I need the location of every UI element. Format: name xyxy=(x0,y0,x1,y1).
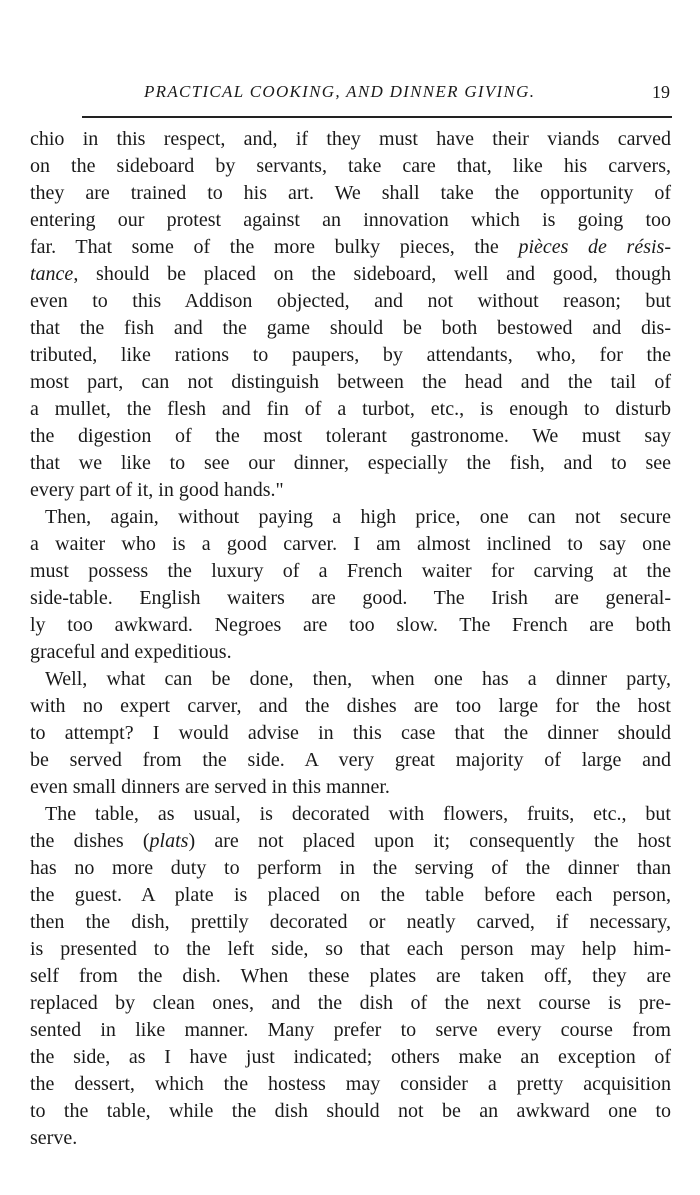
text-segment: the dessert, which the hostess may consider a pretty acquisition xyxy=(30,1073,671,1095)
italic-text: tance xyxy=(30,263,74,285)
text-segment: then the dish, prettily decorated or neatly carved, if necessary, xyxy=(30,911,671,933)
body-text xyxy=(30,126,671,1152)
header-rule xyxy=(82,116,672,118)
text-line xyxy=(30,990,671,1017)
text-line xyxy=(30,666,671,693)
text-line xyxy=(30,315,671,342)
text-line xyxy=(30,342,671,369)
text-line xyxy=(30,936,671,963)
text-segment: entering our protest against an innovation which is going too xyxy=(30,209,671,231)
text-line xyxy=(30,234,671,261)
text-segment: graceful and expeditious. xyxy=(30,641,232,663)
text-line xyxy=(30,126,671,153)
text-line xyxy=(30,1098,671,1125)
text-line xyxy=(30,585,671,612)
page-number: 19 xyxy=(652,82,670,102)
text-line xyxy=(30,801,671,828)
text-line xyxy=(30,558,671,585)
text-segment: Well, what can be done, then, when one has a dinner party, xyxy=(45,668,671,690)
text-line xyxy=(30,855,671,882)
text-line xyxy=(30,261,671,288)
text-segment: a mullet, the flesh and fin of a turbot, etc., is enough to disturb xyxy=(30,398,671,420)
text-line xyxy=(30,369,671,396)
text-segment: with no expert carver, and the dishes are too large for the host xyxy=(30,695,671,717)
text-segment: on the sideboard by servants, take care that, like his carvers, xyxy=(30,155,671,177)
text-segment: even small dinners are served in this manner. xyxy=(30,776,390,798)
italic-text: pièces de résis- xyxy=(518,236,671,258)
text-line xyxy=(30,747,671,774)
text-line xyxy=(30,639,671,666)
text-segment: that the fish and the game should be both bestowed and dis- xyxy=(30,317,671,339)
text-line xyxy=(30,450,671,477)
text-segment: to attempt? I would advise in this case that the dinner should xyxy=(30,722,671,744)
text-segment: most part, can not distinguish between the head and the tail of xyxy=(30,371,671,393)
text-line xyxy=(30,612,671,639)
text-segment: Then, again, without paying a high price, one can not secure xyxy=(45,506,671,528)
text-line xyxy=(30,396,671,423)
text-segment: far. That some of the more bulky pieces, the xyxy=(30,236,519,258)
text-segment: side-table. English waiters are good. The Irish are general- xyxy=(30,587,671,609)
text-line xyxy=(30,1044,671,1071)
text-segment: serve. xyxy=(30,1127,78,1149)
text-line xyxy=(30,1017,671,1044)
text-segment: must possess the luxury of a French waiter for carving at the xyxy=(30,560,671,582)
text-line xyxy=(30,477,671,504)
text-line xyxy=(30,531,671,558)
text-line xyxy=(30,882,671,909)
text-line xyxy=(30,720,671,747)
text-line xyxy=(30,180,671,207)
running-header xyxy=(80,82,672,108)
text-line xyxy=(30,963,671,990)
text-segment: ) are not placed upon it; consequently the host xyxy=(188,830,672,852)
text-segment: even to this Addison objected, and not without reason; but xyxy=(30,290,671,312)
text-segment: the dishes ( xyxy=(30,830,150,852)
italic-text: plats xyxy=(149,830,189,852)
text-line xyxy=(30,288,671,315)
text-segment: sented in like manner. Many prefer to serve every course from xyxy=(30,1019,671,1041)
text-segment: the guest. A plate is placed on the table before each person, xyxy=(30,884,671,906)
text-segment: has no more duty to perform in the serving of the dinner than xyxy=(30,857,671,879)
text-line xyxy=(30,207,671,234)
text-line xyxy=(30,153,671,180)
running-title: PRACTICAL COOKING, AND DINNER GIVING. xyxy=(144,82,536,101)
text-line xyxy=(30,774,671,801)
text-segment: is presented to the left side, so that each person may help him- xyxy=(30,938,671,960)
text-segment: the side, as I have just indicated; others make an exception of xyxy=(30,1046,671,1068)
text-segment: self from the dish. When these plates are taken off, they are xyxy=(30,965,671,987)
text-segment: a waiter who is a good carver. I am almost inclined to say one xyxy=(30,533,671,555)
text-segment: be served from the side. A very great majority of large and xyxy=(30,749,671,771)
text-segment: ly too awkward. Negroes are too slow. The French are both xyxy=(30,614,671,636)
text-segment: that we like to see our dinner, especially the fish, and to see xyxy=(30,452,671,474)
text-line xyxy=(30,693,671,720)
text-segment: they are trained to his art. We shall take the opportunity of xyxy=(30,182,671,204)
text-segment: , should be placed on the sideboard, well and good, though xyxy=(73,263,671,285)
text-line xyxy=(30,504,671,531)
text-line xyxy=(30,828,671,855)
text-segment: chio in this respect, and, if they must have their viands carved xyxy=(30,128,671,150)
text-segment: replaced by clean ones, and the dish of the next course is pre- xyxy=(30,992,671,1014)
text-segment: tributed, like rations to paupers, by attendants, who, for the xyxy=(30,344,671,366)
text-segment: to the table, while the dish should not be an awkward one to xyxy=(30,1100,671,1122)
text-line xyxy=(30,1071,671,1098)
text-segment: The table, as usual, is decorated with flowers, fruits, etc., but xyxy=(45,803,671,825)
text-line xyxy=(30,909,671,936)
text-line xyxy=(30,1125,671,1152)
text-segment: every part of it, in good hands." xyxy=(30,479,284,501)
text-line xyxy=(30,423,671,450)
text-segment: the digestion of the most tolerant gastronome. We must say xyxy=(30,425,671,447)
